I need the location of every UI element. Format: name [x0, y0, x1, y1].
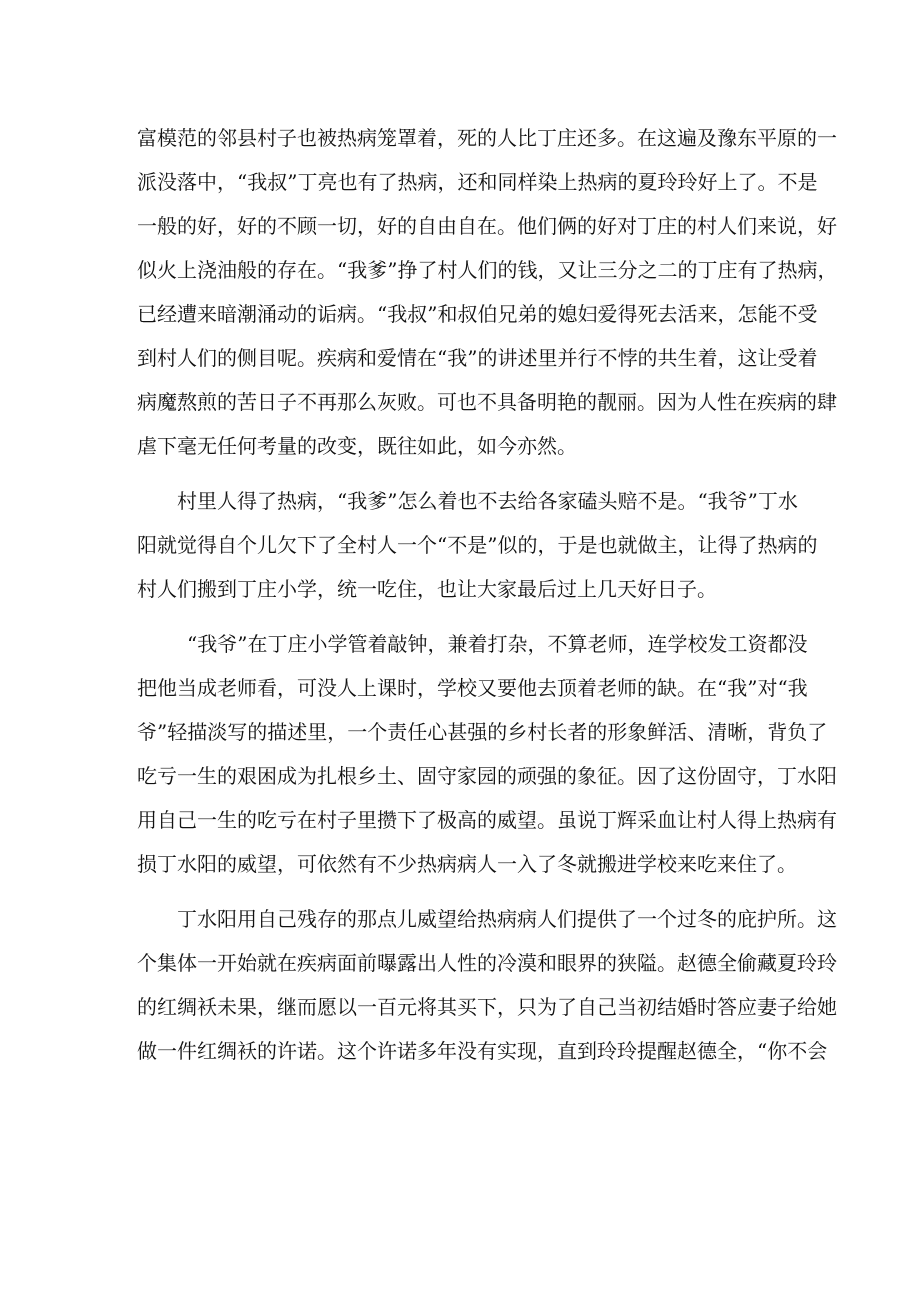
text-line: 村里人得了热病，“我爹”怎么着也不去给各家磕头赔不是。“我爷”丁水 [177, 489, 798, 513]
text-line: 吃亏一生的艰困成为扎根乡土、固守家园的顽强的象征。因了这份固守，丁水阳 [137, 764, 837, 788]
paragraph-2 [137, 479, 818, 611]
text-line: 爷”轻描淡写的描述里，一个责任心甚强的乡村长者的形象鲜活、清晰，背负了 [137, 720, 828, 744]
text-line: 似火上浇油般的存在。“我爹”挣了村人们的钱，又让三分之二的丁庄有了热病， [137, 258, 838, 282]
text-line: 用自己一生的吃亏在村子里攒下了极高的威望。虽说丁辉采血让村人得上热病有 [137, 808, 837, 832]
text-line: 个集体一开始就在疾病面前曝露出人性的冷漠和眼界的狭隘。赵德全偷藏夏玲玲 [137, 951, 837, 975]
text-line: 村人们搬到丁庄小学，统一吃住，也让大家最后过上几天好日子。 [137, 577, 717, 601]
text-line: 阳就觉得自个儿欠下了全村人一个“不是”似的，于是也就做主，让得了热病的 [137, 533, 818, 557]
text-line: 一般的好，好的不顾一切，好的自由自在。他们俩的好对丁庄的村人们来说，好 [137, 214, 837, 238]
body-text [137, 116, 838, 1084]
text-line: 病魔熬煎的苦日子不再那么灰败。可也不具备明艳的靓丽。因为人性在疾病的肆 [137, 390, 837, 414]
text-line: 派没落中，“我叔”丁亮也有了热病，还和同样染上热病的夏玲玲好上了。不是 [137, 170, 818, 194]
text-line: “我爷”在丁庄小学管着敲钟，兼着打杂，不算老师，连学校发工资都没 [187, 632, 808, 656]
text-line: 虐下毫无任何考量的改变，既往如此，如今亦然。 [137, 434, 577, 458]
paragraph-4 [137, 897, 837, 1073]
text-line: 的红绸袄未果，继而愿以一百元将其买下，只为了自己当初结婚时答应妻子给她 [137, 995, 837, 1019]
text-line: 富模范的邻县村子也被热病笼罩着，死的人比丁庄还多。在这遍及豫东平原的一 [137, 126, 837, 150]
text-line: 做一件红绸袄的许诺。这个许诺多年没有实现，直到玲玲提醒赵德全，“你不会 [137, 1039, 828, 1063]
paragraph-3 [137, 622, 837, 886]
text-line: 损丁水阳的威望，可依然有不少热病病人一入了冬就搬进学校来吃来住了。 [137, 852, 797, 876]
text-line: 已经遭来暗潮涌动的诟病。“我叔”和叔伯兄弟的媳妇爱得死去活来，怎能不受 [137, 302, 818, 326]
text-line: 丁水阳用自己残存的那点儿威望给热病病人们提供了一个过冬的庇护所。这 [177, 907, 837, 931]
paragraph-1 [137, 116, 838, 468]
text-line: 把他当成老师看，可没人上课时，学校又要他去顶着老师的缺。在“我”对“我 [137, 676, 808, 700]
text-line: 到村人们的侧目呢。疾病和爱情在“我”的讲述里并行不悖的共生着，这让受着 [137, 346, 818, 370]
